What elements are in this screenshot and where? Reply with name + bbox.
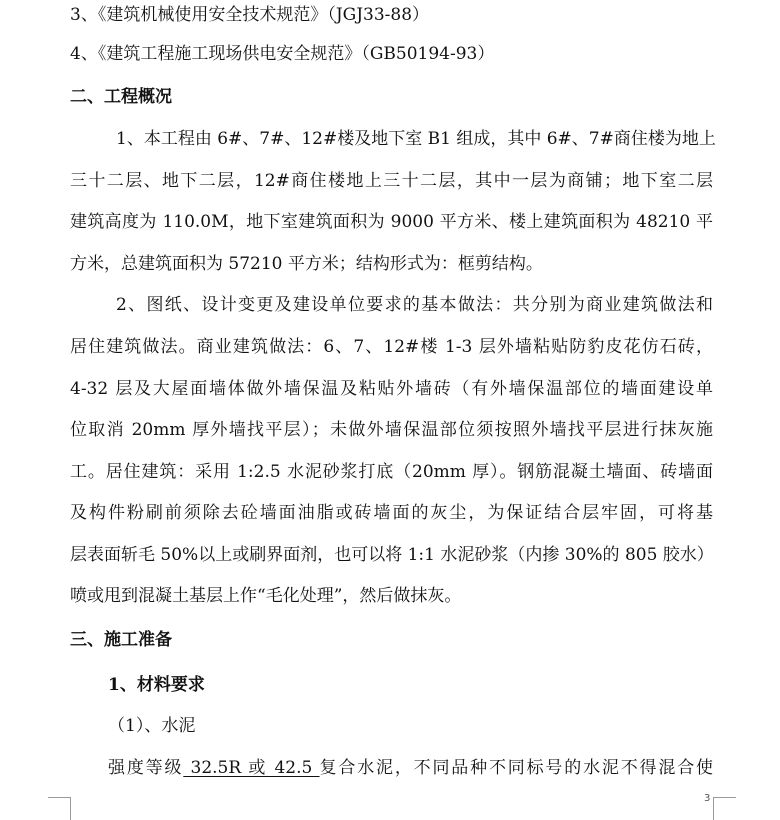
- section-heading-3: 三、施工准备: [70, 630, 172, 650]
- paragraph-2-line-7: 层表面斩毛 50%以上或刷界面剂，也可以将 1:1 水泥砂浆（内掺 30%的 805 胶水）: [70, 545, 714, 565]
- cement-paragraph-rest: 复合水泥，不同品种不同标号的水泥不得混合使: [319, 758, 714, 778]
- paragraph-2-line-1: 2、图纸、设计变更及建设单位要求的基本做法：共分别为商业建筑做法和: [116, 295, 713, 315]
- paragraph-2-line-6: 及构件粉刷前须除去砼墙面油脂或砖墙面的灰尘，为保证结合层牢固，可将基: [70, 503, 713, 523]
- paragraph-1-line-3: 建筑高度为 110.0M，地下室建筑面积为 9000 平方米、楼上建筑面积为 48210 平: [70, 212, 713, 232]
- paragraph-1-line-2: 三十二层、地下二层，12#商住楼地上三十二层，其中一层为商铺；地下室二层: [70, 171, 713, 191]
- paragraph-1-line-1: 1、本工程由 6#、7#、12#楼及地下室 B1 组成，其中 6#、7#商住楼为地上: [116, 129, 716, 149]
- section-heading-2: 二、工程概况: [70, 87, 172, 107]
- paragraph-2-line-4: 位取消 20mm 厚外墙找平层）；未做外墙保温部位须按照外墙找平层进行抹灰施: [70, 420, 713, 440]
- item-cement-heading: （1）、水泥: [108, 716, 196, 736]
- paragraph-2-line-5: 工。居住建筑：采用 1:2.5 水泥砂浆打底（20mm 厚）。钢筋混凝土墙面、砖墙面: [70, 462, 713, 482]
- cement-paragraph-line-1: [108, 757, 713, 779]
- subsection-heading-materials: 1、材料要求: [108, 675, 205, 695]
- strength-grade-label: 强度等级: [108, 758, 184, 778]
- paragraph-2-line-3: 4-32 层及大屋面墙体做外墙保温及粘贴外墙砖（有外墙保温部位的墙面建设单: [70, 379, 713, 399]
- reference-item-4: 4、《建筑工程施工现场供电安全规范》（GB50194-93）: [70, 44, 495, 64]
- paragraph-2-line-8: 喷或甩到混凝土基层上作“毛化处理”，然后做抹灰。: [70, 586, 462, 606]
- page-margin-corner-right: [713, 797, 736, 820]
- paragraph-2-line-2: 居住建筑做法。商业建筑做法：6、7、12#楼 1-3 层外墙粘贴防豹皮花仿石砖，: [70, 337, 713, 357]
- page-number: 3: [704, 793, 711, 804]
- page-margin-corner-left: [48, 797, 71, 820]
- strength-grade-value: 32.5R 或 42.5: [183, 758, 320, 778]
- paragraph-1-line-4: 方米，总建筑面积为 57210 平方米；结构形式为：框剪结构。: [70, 254, 543, 274]
- reference-item-3: 3、《建筑机械使用安全技术规范》（JGJ33-88）: [70, 5, 430, 25]
